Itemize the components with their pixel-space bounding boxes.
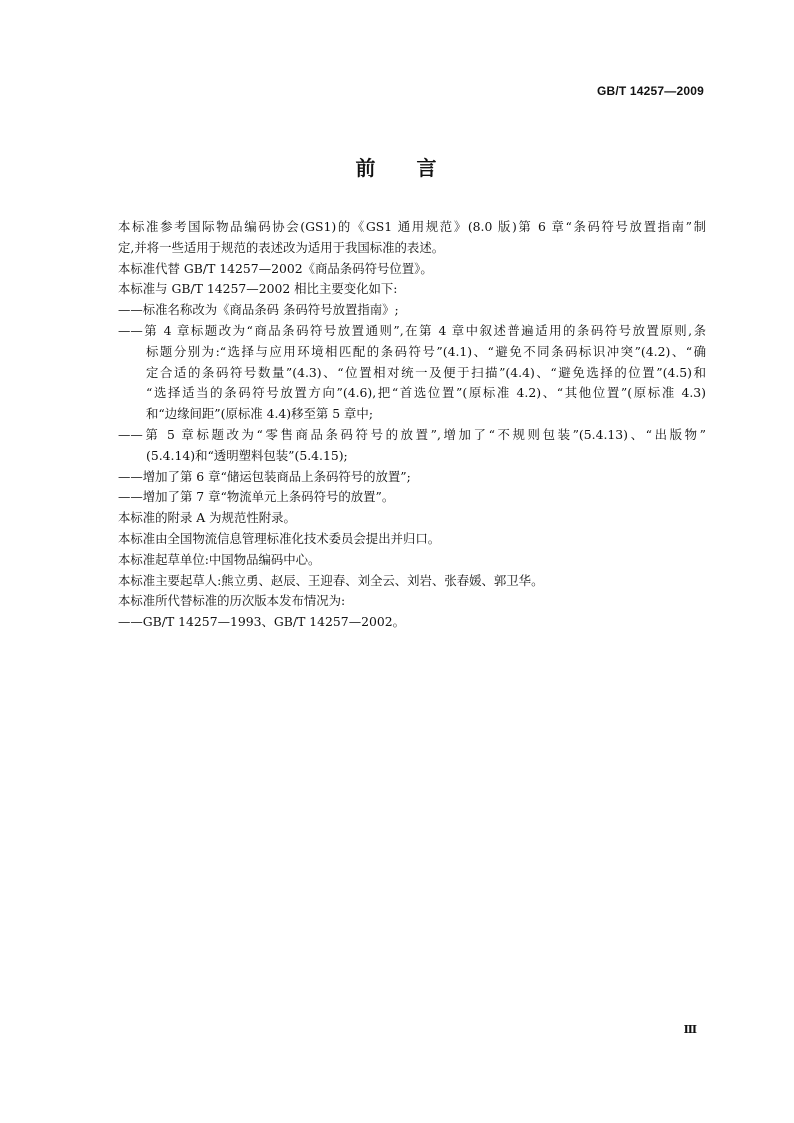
list-item: ——标准名称改为《商品条码 条码符号放置指南》; (118, 302, 399, 318)
paragraph-line: 本标准由全国物流信息管理标准化技术委员会提出并归口。 (118, 530, 441, 546)
paragraph-line: 本标准主要起草人:熊立勇、赵辰、王迎春、刘全云、刘岩、张春媛、郭卫华。 (118, 572, 544, 588)
paragraph-line: 本标准参考国际物品编码协会(GS1)的《GS1 通用规范》(8.0 版)第 6 章“条码符号放置指南”制 (118, 219, 706, 234)
paragraph-line: 本标准代替 GB/T 14257—2002《商品条码符号位置》。 (118, 260, 433, 276)
foreword-body (118, 217, 706, 633)
list-item-continuation: “选择适当的条码符号放置方向”(4.6),把“首选位置”(原标准 4.2)、“其他位置”(原标准 4.3) (146, 385, 706, 401)
paragraph-line: 本标准起草单位:中国物品编码中心。 (118, 551, 321, 567)
paragraph-line: 定,并将一些适用于规范的表述改为适用于我国标准的表述。 (118, 239, 445, 255)
standard-number: GB/T 14257—2009 (596, 84, 704, 98)
page-number: Ⅲ (683, 1023, 697, 1036)
page-title: 前 言 (355, 156, 439, 180)
list-item-continuation: 标题分别为:“选择与应用环境相匹配的条码符号”(4.1)、“避免不同条码标识冲突”(4.2)、“确 (146, 343, 706, 359)
paragraph-line: 本标准与 GB/T 14257—2002 相比主要变化如下: (118, 281, 398, 297)
paragraph-line: 本标准所代替标准的历次版本发布情况为: (118, 593, 346, 609)
list-item: ——增加了第 6 章“储运包装商品上条码符号的放置”; (118, 468, 411, 484)
list-item: ——第 5 章标题改为“零售商品条码符号的放置”,增加了“不规则包装”(5.4.13)、“出版物” (118, 426, 706, 442)
list-item-continuation: (5.4.14)和“透明塑料包装”(5.4.15); (146, 447, 348, 463)
list-item-continuation: 定合适的条码符号数量”(4.3)、“位置相对统一及便于扫描”(4.4)、“避免选择的位置”(4.5)和 (146, 364, 706, 380)
list-item: ——GB/T 14257—1993、GB/T 14257—2002。 (118, 614, 406, 630)
list-item: ——增加了第 7 章“物流单元上条码符号的放置”。 (118, 489, 395, 505)
list-item-continuation: 和“边缘间距”(原标准 4.4)移至第 5 章中; (146, 406, 373, 422)
paragraph-line: 本标准的附录 A 为规范性附录。 (118, 510, 296, 526)
list-item: ——第 4 章标题改为“商品条码符号放置通则”,在第 4 章中叙述普遍适用的条码符号放置原则,条 (118, 322, 706, 338)
